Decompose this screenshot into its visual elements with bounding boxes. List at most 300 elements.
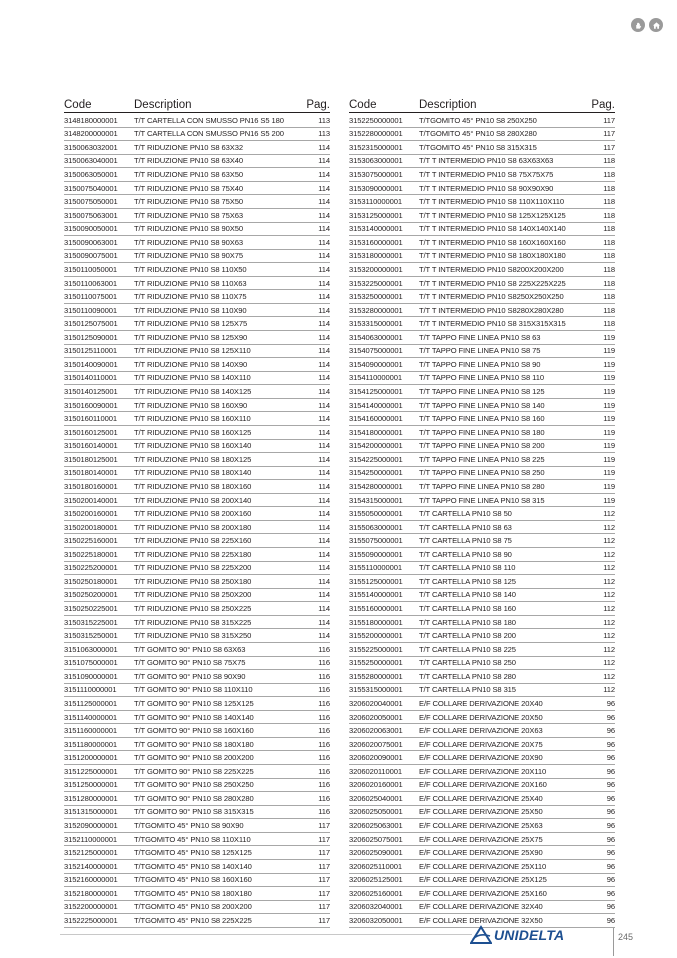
item-description: T/T RIDUZIONE PN10 S8 200X140 — [134, 495, 252, 505]
item-description: T/T T INTERMEDIO PN10 S8 315X315X315 — [419, 319, 566, 329]
item-description: T/T TAPPO FINE LINEA PN10 S8 125 — [419, 387, 545, 397]
item-code: 3150063040001 — [64, 156, 118, 166]
item-page: 114 — [318, 237, 330, 247]
table-row — [349, 385, 615, 399]
table-row — [64, 412, 330, 426]
item-code: 3206032050001 — [349, 915, 403, 925]
table-row — [349, 779, 615, 793]
item-code: 3152200000001 — [64, 902, 118, 912]
item-code: 3151160000001 — [64, 726, 118, 736]
hand-icon[interactable] — [631, 18, 645, 32]
item-description: T/T RIDUZIONE PN10 S8 110X63 — [134, 278, 247, 288]
item-code: 3150160110001 — [64, 414, 118, 424]
item-code: 3150315225001 — [64, 617, 118, 627]
table-row — [349, 684, 615, 698]
item-page: 119 — [603, 427, 615, 437]
item-page: 114 — [318, 224, 330, 234]
item-description: T/T T INTERMEDIO PN10 S8 75X75X75 — [419, 170, 554, 180]
item-description: T/T RIDUZIONE PN10 S8 180X160 — [134, 481, 252, 491]
table-row — [349, 657, 615, 671]
logo-mark-icon — [470, 925, 492, 945]
footer-divider — [60, 934, 472, 935]
item-page: 112 — [603, 563, 615, 573]
table-row — [64, 643, 330, 657]
item-code: 3151280000001 — [64, 793, 118, 803]
item-page: 96 — [606, 793, 615, 803]
item-description: E/F COLLARE DERIVAZIONE 20X63 — [419, 726, 543, 736]
table-row — [349, 263, 615, 277]
item-description: T/T CARTELLA CON SMUSSO PN16 S5 180 — [134, 115, 284, 125]
item-page: 114 — [318, 156, 330, 166]
item-page: 114 — [318, 400, 330, 410]
table-row — [64, 779, 330, 793]
item-description: E/F COLLARE DERIVAZIONE 25X90 — [419, 848, 543, 858]
table-row — [64, 562, 330, 576]
item-description: T/T RIDUZIONE PN10 S8 140X110 — [134, 373, 251, 383]
table-row — [349, 765, 615, 779]
item-page: 119 — [603, 441, 615, 451]
table-row — [64, 697, 330, 711]
table-row — [64, 602, 330, 616]
table-row — [349, 331, 615, 345]
item-page: 112 — [603, 549, 615, 559]
item-code: 3206025040001 — [349, 793, 403, 803]
item-code: 3150225160001 — [64, 536, 118, 546]
item-page: 114 — [318, 292, 330, 302]
item-code: 3152110000001 — [64, 834, 118, 844]
item-description: T/T CARTELLA PN10 S8 75 — [419, 536, 512, 546]
item-description: T/T RIDUZIONE PN10 S8 160X90 — [134, 400, 248, 410]
item-code: 3148200000001 — [64, 129, 118, 139]
item-description: T/T RIDUZIONE PN10 S8 200X160 — [134, 509, 252, 519]
item-description: E/F COLLARE DERIVAZIONE 32X50 — [419, 915, 543, 925]
item-code: 3150140125001 — [64, 387, 118, 397]
item-description: T/T RIDUZIONE PN10 S8 63X32 — [134, 142, 243, 152]
table-row — [349, 317, 615, 331]
item-description: T/T RIDUZIONE PN10 S8 110X90 — [134, 305, 247, 315]
product-index-table — [64, 96, 615, 928]
item-page: 114 — [318, 210, 330, 220]
table-row — [349, 426, 615, 440]
table-row — [64, 223, 330, 237]
item-code: 3150200160001 — [64, 509, 118, 519]
table-row — [349, 724, 615, 738]
item-code: 3150140110001 — [64, 373, 118, 383]
item-code: 3150125110001 — [64, 346, 118, 356]
item-description: T/T GOMITO 90° PN10 S8 140X140 — [134, 712, 254, 722]
item-description: T/T GOMITO 90° PN10 S8 90X90 — [134, 671, 246, 681]
item-code: 3154160000001 — [349, 414, 403, 424]
item-code: 3155315000001 — [349, 685, 403, 695]
item-description: T/T RIDUZIONE PN10 S8 160X140 — [134, 441, 252, 451]
item-code: 3206020040001 — [349, 698, 403, 708]
table-row — [64, 453, 330, 467]
item-code: 3206025160001 — [349, 888, 403, 898]
item-page: 119 — [603, 346, 615, 356]
item-code: 3206020110001 — [349, 766, 403, 776]
table-row — [64, 833, 330, 847]
item-page: 96 — [606, 698, 615, 708]
item-description: T/T GOMITO 90° PN10 S8 315X315 — [134, 807, 254, 817]
item-page: 96 — [606, 780, 615, 790]
item-page: 96 — [606, 875, 615, 885]
item-code: 3150250200001 — [64, 590, 118, 600]
item-page: 114 — [318, 549, 330, 559]
item-page: 112 — [603, 590, 615, 600]
item-page: 114 — [318, 495, 330, 505]
item-code: 3154180000001 — [349, 427, 403, 437]
item-code: 3150180140001 — [64, 468, 118, 478]
item-description: T/T RIDUZIONE PN10 S8 315X250 — [134, 631, 252, 641]
table-row — [349, 399, 615, 413]
table-row — [64, 670, 330, 684]
item-page: 114 — [318, 278, 330, 288]
item-code: 3206025075001 — [349, 834, 403, 844]
item-description: T/T RIDUZIONE PN10 S8 75X40 — [134, 183, 243, 193]
table-row — [64, 819, 330, 833]
item-page: 114 — [318, 454, 330, 464]
table-row — [349, 128, 615, 142]
table-row — [349, 372, 615, 386]
item-code: 3150125075001 — [64, 319, 118, 329]
item-page: 119 — [603, 387, 615, 397]
item-page: 112 — [603, 509, 615, 519]
table-row — [349, 819, 615, 833]
table-row — [349, 412, 615, 426]
item-description: T/T RIDUZIONE PN10 S8 110X50 — [134, 264, 247, 274]
item-page: 118 — [603, 224, 615, 234]
item-page: 114 — [318, 332, 330, 342]
item-page: 118 — [603, 156, 615, 166]
item-code: 3154225000001 — [349, 454, 403, 464]
item-description: T/T TAPPO FINE LINEA PN10 S8 63 — [419, 332, 541, 342]
item-page: 118 — [603, 319, 615, 329]
item-code: 3152180000001 — [64, 888, 118, 898]
item-page: 116 — [318, 644, 330, 654]
table-row — [64, 114, 330, 128]
item-description: T/T RIDUZIONE PN10 S8 140X90 — [134, 359, 248, 369]
item-page: 119 — [603, 373, 615, 383]
item-code: 3154280000001 — [349, 481, 403, 491]
table-row — [349, 602, 615, 616]
item-description: T/T RIDUZIONE PN10 S8 160X110 — [134, 414, 251, 424]
table-row — [64, 887, 330, 901]
table-row — [64, 806, 330, 820]
item-description: E/F COLLARE DERIVAZIONE 20X50 — [419, 712, 543, 722]
item-code: 3150110075001 — [64, 292, 118, 302]
table-row — [64, 792, 330, 806]
item-page: 117 — [318, 875, 330, 885]
table-row — [349, 304, 615, 318]
item-description: T/T RIDUZIONE PN10 S8 125X75 — [134, 319, 248, 329]
right-column — [349, 96, 615, 928]
item-description: E/F COLLARE DERIVAZIONE 20X90 — [419, 753, 543, 763]
item-description: T/TGOMITO 45° PN10 S8 140X140 — [134, 861, 252, 871]
unidelta-logo — [470, 924, 590, 946]
item-description: T/T RIDUZIONE PN10 S8 225X180 — [134, 549, 252, 559]
table-row — [349, 589, 615, 603]
item-description: T/T RIDUZIONE PN10 S8 225X160 — [134, 536, 252, 546]
item-code: 3153140000001 — [349, 224, 403, 234]
item-page: 114 — [318, 590, 330, 600]
item-page: 117 — [318, 821, 330, 831]
table-row — [64, 711, 330, 725]
table-row — [349, 290, 615, 304]
table-row — [64, 345, 330, 359]
item-description: T/T RIDUZIONE PN10 S8 125X110 — [134, 346, 251, 356]
item-description: T/T TAPPO FINE LINEA PN10 S8 200 — [419, 441, 545, 451]
table-row — [349, 901, 615, 915]
item-description: T/TGOMITO 45° PN10 S8 250X250 — [419, 115, 537, 125]
item-description: E/F COLLARE DERIVAZIONE 25X75 — [419, 834, 543, 844]
item-description: T/T T INTERMEDIO PN10 S8200X200X200 — [419, 264, 564, 274]
item-page: 114 — [318, 631, 330, 641]
item-page: 116 — [318, 685, 330, 695]
item-description: T/T CARTELLA PN10 S8 315 — [419, 685, 516, 695]
item-page: 118 — [603, 197, 615, 207]
table-row — [64, 128, 330, 142]
table-row — [349, 887, 615, 901]
item-page: 96 — [606, 766, 615, 776]
item-description: T/T RIDUZIONE PN10 S8 315X225 — [134, 617, 252, 627]
item-description: T/T T INTERMEDIO PN10 S8 90X90X90 — [419, 183, 554, 193]
table-row — [64, 494, 330, 508]
item-description: T/T RIDUZIONE PN10 S8 180X125 — [134, 454, 252, 464]
item-page: 112 — [603, 522, 615, 532]
item-code: 3151075000001 — [64, 658, 118, 668]
table-row — [349, 209, 615, 223]
item-page: 118 — [603, 278, 615, 288]
top-nav-icons — [631, 18, 663, 32]
page-number: 245 — [618, 932, 634, 942]
item-description: T/T RIDUZIONE PN10 S8 63X40 — [134, 156, 243, 166]
table-row — [64, 765, 330, 779]
table-row — [349, 670, 615, 684]
item-page: 112 — [603, 604, 615, 614]
item-code: 3150160125001 — [64, 427, 118, 437]
item-page: 117 — [318, 834, 330, 844]
table-row — [349, 521, 615, 535]
item-description: T/T RIDUZIONE PN10 S8 140X125 — [134, 387, 252, 397]
item-page: 112 — [603, 631, 615, 641]
table-row — [64, 751, 330, 765]
table-row — [349, 846, 615, 860]
table-row — [64, 738, 330, 752]
item-code: 3206025110001 — [349, 861, 403, 871]
item-description: T/TGOMITO 45° PN10 S8 180X180 — [134, 888, 252, 898]
table-row — [64, 684, 330, 698]
item-description: T/T RIDUZIONE PN10 S8 90X75 — [134, 251, 243, 261]
item-description: T/T GOMITO 90° PN10 S8 180X180 — [134, 739, 254, 749]
item-page: 112 — [603, 685, 615, 695]
table-row — [64, 290, 330, 304]
table-row — [64, 426, 330, 440]
left-rows — [64, 114, 330, 928]
item-page: 96 — [606, 753, 615, 763]
item-page: 114 — [318, 427, 330, 437]
item-page: 114 — [318, 536, 330, 546]
item-page: 114 — [318, 522, 330, 532]
item-code: 3150090075001 — [64, 251, 118, 261]
page-number-divider — [613, 928, 614, 956]
table-row — [64, 317, 330, 331]
item-description: T/T T INTERMEDIO PN10 S8 63X63X63 — [419, 156, 554, 166]
table-row — [349, 440, 615, 454]
item-description: T/T GOMITO 90° PN10 S8 250X250 — [134, 780, 254, 790]
item-code: 3151180000001 — [64, 739, 118, 749]
item-description: T/TGOMITO 45° PN10 S8 90X90 — [134, 821, 244, 831]
item-code: 3150090050001 — [64, 224, 118, 234]
item-page: 112 — [603, 576, 615, 586]
item-description: T/T T INTERMEDIO PN10 S8250X250X250 — [419, 292, 564, 302]
item-page: 114 — [318, 305, 330, 315]
item-code: 3152250000001 — [349, 115, 403, 125]
table-row — [64, 914, 330, 928]
item-page: 116 — [318, 658, 330, 668]
item-page: 96 — [606, 902, 615, 912]
item-page: 116 — [318, 766, 330, 776]
item-page: 114 — [318, 481, 330, 491]
item-code: 3152160000001 — [64, 875, 118, 885]
item-code: 3150140090001 — [64, 359, 118, 369]
item-code: 3155075000001 — [349, 536, 403, 546]
item-description: E/F COLLARE DERIVAZIONE 20X110 — [419, 766, 547, 776]
item-page: 112 — [603, 644, 615, 654]
item-code: 3150075040001 — [64, 183, 118, 193]
item-description: T/T CARTELLA PN10 S8 63 — [419, 522, 512, 532]
item-code: 3151125000001 — [64, 698, 118, 708]
item-code: 3150110090001 — [64, 305, 118, 315]
item-code: 3153125000001 — [349, 210, 403, 220]
item-code: 3153180000001 — [349, 251, 403, 261]
table-row — [64, 209, 330, 223]
item-code: 3206025050001 — [349, 807, 403, 817]
item-code: 3154063000001 — [349, 332, 403, 342]
table-row — [64, 141, 330, 155]
item-description: T/TGOMITO 45° PN10 S8 110X110 — [134, 834, 251, 844]
item-code: 3151225000001 — [64, 766, 118, 776]
table-row — [64, 277, 330, 291]
item-description: T/T RIDUZIONE PN10 S8 63X50 — [134, 170, 243, 180]
item-page: 116 — [318, 753, 330, 763]
item-page: 96 — [606, 807, 615, 817]
item-description: T/T CARTELLA PN10 S8 280 — [419, 671, 516, 681]
item-description: T/T T INTERMEDIO PN10 S8 225X225X225 — [419, 278, 566, 288]
table-row — [349, 562, 615, 576]
table-row — [349, 751, 615, 765]
item-description: T/TGOMITO 45° PN10 S8 200X200 — [134, 902, 252, 912]
item-description: T/T RIDUZIONE PN10 S8 225X200 — [134, 563, 252, 573]
table-row — [64, 507, 330, 521]
item-code: 3150110063001 — [64, 278, 118, 288]
item-description: T/T RIDUZIONE PN10 S8 90X50 — [134, 224, 243, 234]
item-page: 114 — [318, 264, 330, 274]
item-code: 3155180000001 — [349, 617, 403, 627]
item-description: T/T TAPPO FINE LINEA PN10 S8 140 — [419, 400, 545, 410]
item-code: 3150160090001 — [64, 400, 118, 410]
item-page: 114 — [318, 251, 330, 261]
item-description: E/F COLLARE DERIVAZIONE 25X160 — [419, 888, 547, 898]
table-row — [349, 507, 615, 521]
item-code: 3150225200001 — [64, 563, 118, 573]
table-row — [349, 616, 615, 630]
item-page: 114 — [318, 604, 330, 614]
item-description: E/F COLLARE DERIVAZIONE 20X75 — [419, 739, 543, 749]
item-page: 112 — [603, 536, 615, 546]
item-description: T/T GOMITO 90° PN10 S8 160X160 — [134, 726, 254, 736]
item-page: 96 — [606, 848, 615, 858]
table-row — [64, 168, 330, 182]
item-page: 116 — [318, 780, 330, 790]
table-row — [64, 548, 330, 562]
item-page: 112 — [603, 671, 615, 681]
item-page: 113 — [318, 115, 330, 125]
home-icon[interactable] — [649, 18, 663, 32]
item-code: 3153110000001 — [349, 197, 403, 207]
table-row — [64, 901, 330, 915]
table-row — [64, 331, 330, 345]
item-code: 3150225180001 — [64, 549, 118, 559]
item-description: T/T T INTERMEDIO PN10 S8 160X160X160 — [419, 237, 566, 247]
item-page: 118 — [603, 170, 615, 180]
item-code: 3152140000001 — [64, 861, 118, 871]
item-code: 3155250000001 — [349, 658, 403, 668]
item-page: 117 — [318, 888, 330, 898]
item-code: 3152315000001 — [349, 142, 403, 152]
item-code: 3151140000001 — [64, 712, 118, 722]
item-page: 116 — [318, 793, 330, 803]
item-code: 3153160000001 — [349, 237, 403, 247]
table-row — [64, 372, 330, 386]
table-row — [349, 629, 615, 643]
table-row — [349, 453, 615, 467]
item-description: T/TGOMITO 45° PN10 S8 315X315 — [419, 142, 537, 152]
item-page: 114 — [318, 563, 330, 573]
item-description: T/T GOMITO 90° PN10 S8 125X125 — [134, 698, 254, 708]
table-row — [349, 548, 615, 562]
item-code: 3150180125001 — [64, 454, 118, 464]
item-code: 3154315000001 — [349, 495, 403, 505]
item-page: 119 — [603, 400, 615, 410]
item-page: 114 — [318, 441, 330, 451]
item-page: 112 — [603, 658, 615, 668]
item-page: 117 — [603, 115, 615, 125]
table-row — [349, 345, 615, 359]
table-row — [349, 114, 615, 128]
item-code: 3150250225001 — [64, 604, 118, 614]
item-page: 114 — [318, 576, 330, 586]
item-page: 96 — [606, 888, 615, 898]
item-code: 3150075063001 — [64, 210, 118, 220]
item-description: T/T GOMITO 90° PN10 S8 63X63 — [134, 644, 246, 654]
item-code: 3151250000001 — [64, 780, 118, 790]
item-code: 3150090063001 — [64, 237, 118, 247]
table-row — [349, 277, 615, 291]
item-code: 3150063050001 — [64, 170, 118, 180]
item-page: 116 — [318, 698, 330, 708]
table-row — [64, 860, 330, 874]
table-row — [64, 236, 330, 250]
item-page: 118 — [603, 183, 615, 193]
item-code: 3151315000001 — [64, 807, 118, 817]
item-description: T/T CARTELLA PN10 S8 160 — [419, 604, 516, 614]
item-code: 3154075000001 — [349, 346, 403, 356]
item-description: T/T T INTERMEDIO PN10 S8 140X140X140 — [419, 224, 566, 234]
item-code: 3153090000001 — [349, 183, 403, 193]
item-page: 119 — [603, 454, 615, 464]
item-code: 3150160140001 — [64, 441, 118, 451]
table-row — [349, 155, 615, 169]
